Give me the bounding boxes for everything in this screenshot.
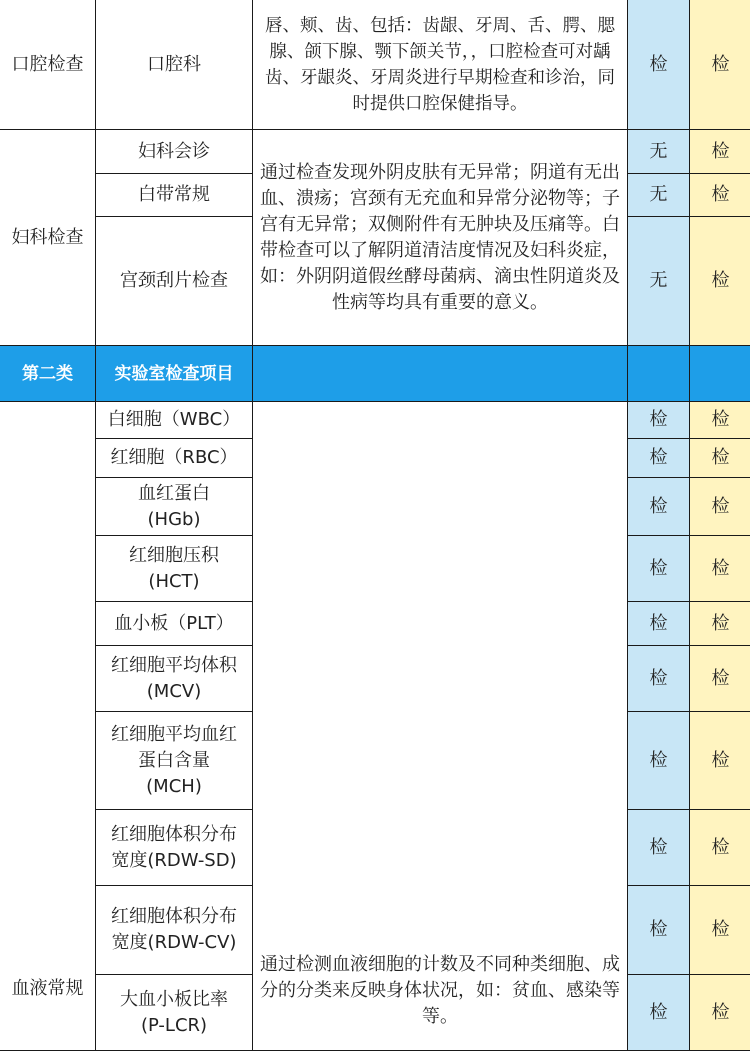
item-cell: 红细胞平均血红 蛋白含量 (MCH) — [96, 712, 253, 810]
col1-cell: 检 — [628, 439, 690, 478]
section-blank — [690, 346, 750, 402]
item-cell: 红细胞（RBC） — [96, 439, 253, 478]
col1-cell: 检 — [628, 886, 690, 975]
col1-cell: 检 — [628, 646, 690, 712]
item-cell: 白细胞（WBC） — [96, 402, 253, 439]
col2-cell: 检 — [690, 602, 750, 646]
item-cell: 红细胞体积分布 宽度(RDW-SD) — [96, 810, 253, 886]
table-row — [0, 402, 750, 439]
description-cell: 通过检测血液细胞的计数及不同种类细胞、成分的分类来反映身体状况，如：贫血、感染等等。 — [253, 402, 628, 1051]
col1-cell: 检 — [628, 712, 690, 810]
item-cell: 血红蛋白 (HGb) — [96, 478, 253, 536]
col2-cell: 检 — [690, 886, 750, 975]
col2-cell: 检 — [690, 536, 750, 602]
col2-cell: 检 — [690, 478, 750, 536]
col1-cell: 检 — [628, 810, 690, 886]
section-blank — [253, 346, 628, 402]
section-header-row — [0, 346, 750, 402]
section-label: 第二类 — [0, 346, 96, 402]
col1-cell: 检 — [628, 478, 690, 536]
col2-cell: 检 — [690, 174, 750, 217]
col2-cell: 检 — [690, 217, 750, 346]
col2-cell: 检 — [690, 130, 750, 174]
table-row — [0, 0, 750, 130]
col1-cell: 检 — [628, 975, 690, 1051]
item-cell: 口腔科 — [96, 0, 253, 130]
item-cell: 大血小板比率 (P-LCR) — [96, 975, 253, 1051]
col2-cell: 检 — [690, 439, 750, 478]
item-cell: 红细胞压积 (HCT) — [96, 536, 253, 602]
description-cell: 通过检查发现外阴皮肤有无异常；阴道有无出血、溃疡；宫颈有无充血和异常分泌物等；子宫有无异常；双侧附件有无肿块及压痛等。白带检查可以了解阴道清洁度情况及妇科炎症，如：外阴阴道假丝酵母菌病、滴虫性阴道炎及性病等均具有重要的意义。 — [253, 130, 628, 346]
category-cell: 口腔检查 — [0, 0, 96, 130]
item-cell: 血小板（PLT） — [96, 602, 253, 646]
col2-cell: 检 — [690, 0, 750, 130]
category-cell: 妇科检查 — [0, 130, 96, 346]
table-row — [0, 130, 750, 174]
col1-cell: 检 — [628, 0, 690, 130]
item-cell: 红细胞平均体积 (MCV) — [96, 646, 253, 712]
col1-cell: 无 — [628, 130, 690, 174]
col2-cell: 检 — [690, 975, 750, 1051]
item-cell: 宫颈刮片检查 — [96, 217, 253, 346]
description-cell: 唇、颊、齿、包括：齿龈、牙周、舌、腭、腮腺、颌下腺、颚下颌关节，，口腔检查可对龋齿、牙龈炎、牙周炎进行早期检查和诊治，同时提供口腔保健指导。 — [253, 0, 628, 130]
section-title: 实验室检查项目 — [96, 346, 253, 402]
section-blank — [628, 346, 690, 402]
col1-cell: 检 — [628, 536, 690, 602]
col2-cell: 检 — [690, 810, 750, 886]
item-cell: 白带常规 — [96, 174, 253, 217]
col2-cell: 检 — [690, 646, 750, 712]
col1-cell: 检 — [628, 402, 690, 439]
col1-cell: 无 — [628, 174, 690, 217]
col1-cell: 无 — [628, 217, 690, 346]
col1-cell: 检 — [628, 602, 690, 646]
item-cell: 红细胞体积分布 宽度(RDW-CV) — [96, 886, 253, 975]
item-cell: 妇科会诊 — [96, 130, 253, 174]
col2-cell: 检 — [690, 712, 750, 810]
col2-cell: 检 — [690, 402, 750, 439]
category-cell: 血液常规 — [0, 402, 96, 1051]
